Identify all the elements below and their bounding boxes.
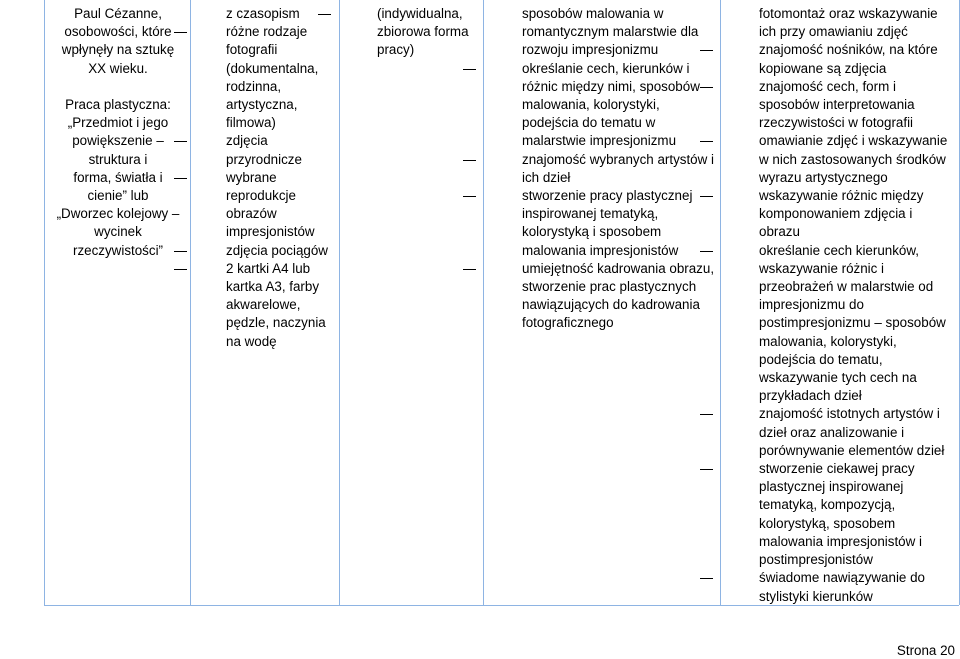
bullet-item (728, 460, 956, 569)
lead-line: rozwoju impresjonizmu (522, 42, 659, 58)
bullet-line: pracy) (377, 42, 415, 58)
topic-line: wpłynęły na sztukę (61, 42, 175, 58)
bullet-item (198, 260, 336, 351)
bullet-line: plastycznej inspirowanej (759, 479, 904, 495)
bullet-line: malarstwie impresjonizmu (522, 133, 677, 149)
bullet-line: fotograficznego (522, 315, 614, 331)
lead-line: z czasopism (226, 6, 300, 21)
bullet-item (728, 132, 956, 187)
bullet-line: wskazywanie tych cech na (759, 370, 917, 386)
bullet-item (346, 5, 480, 60)
column-skills (721, 0, 960, 605)
bullet-line: obrazu (759, 224, 800, 240)
bullet-line: wybrane (198, 169, 336, 187)
topic-line: cienie” lub (87, 188, 149, 204)
bullet-item (491, 60, 717, 151)
bullet-line: impresjonizmu do (759, 297, 864, 313)
bullet-item (728, 242, 956, 406)
topic-line: Paul Cézanne, (74, 6, 162, 21)
topic-line: „Przedmiot i jego (67, 115, 169, 131)
bullet-line: znajomość wybranych artystów i (491, 151, 717, 169)
bullet-item (728, 405, 956, 460)
bullet-line: podejścia do tematu w (522, 115, 656, 131)
bullet-item (728, 569, 956, 605)
cell-form (346, 5, 480, 60)
bullet-line: na wodę (226, 333, 277, 349)
bullet-line: impresjonistów (226, 224, 315, 240)
bullet-line: kolorystyką, sposobem (759, 515, 896, 531)
bullet-item (198, 132, 336, 168)
bullet-line: komponowaniem zdjęcia i (759, 206, 913, 222)
curriculum-table (44, 0, 959, 606)
bullet-line: stworzenie prac plastycznych (522, 279, 697, 295)
topic-line: forma, światła i (73, 169, 163, 185)
bullet-line: zbiorowa forma (377, 24, 469, 40)
lead-line: romantycznym malarstwie dla (522, 24, 699, 40)
bullet-line: (indywidualna, (346, 5, 480, 23)
bullet-line: rzeczywistości w fotografii (759, 115, 914, 131)
bullet-line: (dokumentalna, (226, 60, 319, 76)
cell-topic (52, 5, 184, 260)
bullet-line: znajomość istotnych artystów i (728, 405, 956, 423)
bullet-line: reprodukcje (226, 188, 296, 204)
bullet-line: filmowa) (226, 115, 276, 131)
bullet-line: przykładach dzieł (759, 388, 862, 404)
bullet-line: różnic między nimi, sposobów (522, 78, 700, 94)
bullet-item (198, 169, 336, 242)
topic-title (52, 5, 184, 78)
bullet-line: kopiowane są zdjęcia (759, 60, 887, 76)
bullet-line: kolorystyką i sposobem (522, 224, 662, 240)
page-number: Strona 20 (896, 643, 955, 658)
bullet-line: w nich zastosowanych środków (759, 151, 946, 167)
bullet-line: tematyką, kompozycją, (759, 497, 896, 513)
bullet-line: postimpresjonistów (759, 552, 873, 568)
topic-assignment (52, 96, 184, 260)
bullet-item (491, 187, 717, 260)
bullet-line: świadome nawiązywanie do (728, 569, 956, 587)
column-topic (45, 0, 191, 605)
bullet-line: pędzle, naczynia (226, 315, 326, 331)
bullet-line: postimpresjonizmu – sposobów (759, 315, 946, 331)
bullet-line: malowania impresjonistów i (759, 533, 922, 549)
bullet-item (491, 260, 717, 333)
topic-line: Praca plastyczna: (65, 97, 171, 112)
bullet-item (728, 41, 956, 77)
bullet-line: rodzinna, (226, 78, 282, 94)
bullet-item (728, 78, 956, 133)
bullet-line: fotografii (226, 42, 278, 58)
bullet-line: inspirowanej tematyką, (522, 206, 659, 222)
bullet-line: znajomość cech, form i (728, 78, 956, 96)
bullet-line: określanie cech, kierunków i (491, 60, 717, 78)
bullet-line: stworzenie pracy plastycznej (491, 187, 717, 205)
lead-line: sposobów malowania w (522, 6, 664, 21)
bullet-line: malowania impresjonistów (522, 242, 679, 258)
bullet-item (728, 187, 956, 242)
bullet-line: umiejętność kadrowania obrazu, (491, 260, 717, 278)
bullet-line: dzieł oraz analizowanie i (759, 424, 905, 440)
bullet-line: 2 kartki A4 lub (198, 260, 336, 278)
cell-knowledge (491, 5, 717, 333)
bullet-line: znajomość nośników, na które (728, 41, 956, 59)
bullet-line: wskazywanie różnic i (759, 260, 885, 276)
topic-line: struktura i (88, 151, 148, 167)
topic-line: osobowości, które (64, 24, 172, 40)
column-knowledge (484, 0, 721, 605)
bullet-line: określanie cech kierunków, (728, 242, 956, 260)
bullet-line: zdjęcia (198, 132, 336, 150)
bullet-line: kartka A3, farby (226, 279, 320, 295)
column-form (340, 0, 484, 605)
bullet-line: omawianie zdjęć i wskazywanie (728, 132, 956, 150)
bullet-item (491, 151, 717, 187)
bullet-line: nawiązujących do kadrowania (522, 297, 700, 313)
bullet-line: przeobrażeń w malarstwie od (759, 279, 934, 295)
bullet-line: podejścia do tematu, (759, 351, 883, 367)
bullet-line: wyrazu artystycznego (759, 169, 888, 185)
topic-line: XX wieku. (88, 60, 148, 76)
bullet-item (198, 242, 336, 260)
bullet-line: zdjęcia pociągów (198, 242, 336, 260)
bullet-line: różne rodzaje (198, 23, 336, 41)
cell-skills (728, 5, 956, 606)
bullet-line: artystyczna, (226, 97, 298, 113)
topic-line: rzeczywistości” (72, 242, 164, 258)
column-materials (191, 0, 340, 605)
bullet-line: sposobów interpretowania (759, 97, 915, 113)
lead-line: ich przy omawianiu zdjęć (759, 24, 908, 40)
bullet-line: stylistyki kierunków (759, 588, 873, 604)
bullet-line: malowania, kolorystyki, (522, 97, 660, 113)
bullet-item (198, 23, 336, 132)
bullet-line: przyrodnicze (226, 151, 302, 167)
bullet-line: stworzenie ciekawej pracy (728, 460, 956, 478)
topic-line: „Dworzec kolejowy – (56, 206, 180, 222)
bullet-line: ich dzieł (522, 169, 571, 185)
bullet-line: porównywanie elementów dzieł (759, 442, 945, 458)
bullet-line: wskazywanie różnic między (728, 187, 956, 205)
bullet-line: akwarelowe, (226, 297, 301, 313)
bullet-line: obrazów (226, 206, 277, 222)
bullet-line: malowania, kolorystyki, (759, 333, 897, 349)
lead-line: fotomontaż oraz wskazywanie (759, 6, 938, 21)
cell-materials (198, 5, 336, 351)
topic-line: powiększenie – (72, 133, 164, 149)
topic-line: wycinek (94, 224, 142, 240)
